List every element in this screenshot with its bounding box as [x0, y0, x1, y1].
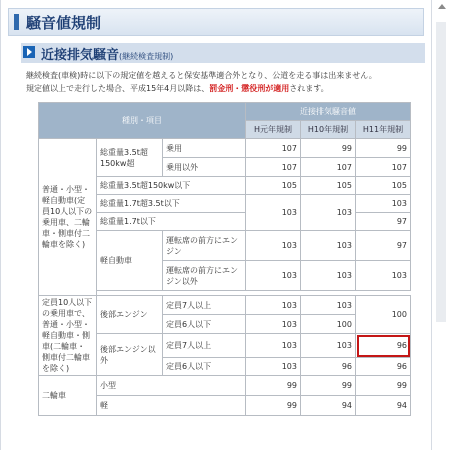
cell-value: 103 — [246, 231, 301, 261]
header-group: 近接排気騒音値 — [246, 103, 411, 121]
noise-limit-table — [38, 102, 411, 416]
cell-value: 103 — [246, 334, 301, 358]
vertical-scrollbar[interactable] — [432, 0, 450, 450]
cell-value: 107 — [356, 158, 411, 177]
page-title-bar — [8, 8, 424, 36]
category-gvw-17: 総重量1.7t以下 — [97, 213, 246, 231]
cell-value: 103 — [301, 334, 356, 358]
cell-value: 103 — [356, 195, 411, 213]
scroll-thumb[interactable] — [436, 22, 446, 322]
category-non-passenger: 乗用以外 — [163, 158, 246, 177]
section-note: (継続検査規制) — [119, 52, 174, 61]
category-motorcycle: 二輪車 — [39, 376, 97, 416]
category-passenger: 乗用 — [163, 139, 246, 158]
cell-value: 103 — [356, 261, 411, 291]
header-col-h10: H10年規制 — [301, 121, 356, 139]
cell-value: 97 — [356, 213, 411, 231]
section-title: 近接排気騒音(継続検査規制) — [41, 48, 174, 63]
category-non-rear-engine: 後部エンジン以外 — [97, 334, 163, 376]
cell-value: 105 — [246, 177, 301, 195]
cell-value: 103 — [301, 231, 356, 261]
cell-value: 99 — [301, 376, 356, 396]
cell-value: 103 — [246, 261, 301, 291]
cell-value: 103 — [246, 195, 301, 231]
category-ordinary: 普通・小型・軽自動車(定員10人以下の乗用車、二輪車・側車付二輪車を除く) — [39, 139, 97, 296]
section-header — [21, 43, 425, 63]
header-category: 種別・項目 — [39, 103, 246, 139]
intro-paragraph-1: 継続検査(車検)時に以下の規定値を越えると保安基準適合外となり、公道を走る事は出来ません。 — [26, 71, 377, 80]
intro-paragraph-2: 規定値以上で走行した場合、平成15年4月以降は、罰金刑・懲役刑が適用されます。 — [26, 84, 329, 93]
cell-value: 107 — [246, 158, 301, 177]
cell-value: 96 — [301, 358, 356, 376]
cell-value: 100 — [356, 296, 411, 334]
category-kei: 軽 — [97, 396, 246, 416]
category-7-plus: 定員7人以上 — [163, 334, 246, 358]
cell-value: 96 — [356, 358, 411, 376]
cell-value: 103 — [301, 261, 356, 291]
title-bar-marker-icon — [14, 14, 19, 30]
highlighted-cell-value: 96 — [356, 334, 411, 358]
category-engine-front: 運転席の前方にエンジン — [163, 231, 246, 261]
cell-value: 97 — [356, 231, 411, 261]
cell-value: 105 — [301, 177, 356, 195]
cell-value: 107 — [301, 158, 356, 177]
category-gvw-35-150kw-under: 総重量3.5t超150kw以下 — [97, 177, 246, 195]
category-bus: 定員10人以下の乗用車で、普通・小型・軽自動車・側車(二輪車・側車付二輪車を除く) — [39, 296, 97, 376]
cell-value: 94 — [356, 396, 411, 416]
category-light-vehicle: 軽自動車 — [97, 231, 163, 291]
section-arrow-icon — [23, 46, 35, 58]
cell-value: 99 — [301, 139, 356, 158]
header-col-h1: H元年規制 — [246, 121, 301, 139]
cell-value: 103 — [246, 296, 301, 315]
cell-value: 103 — [246, 315, 301, 334]
cell-value: 107 — [246, 139, 301, 158]
category-7-plus: 定員7人以上 — [163, 296, 246, 315]
category-gvw-17-35: 総重量1.7t超3.5t以下 — [97, 195, 246, 213]
category-small: 小型 — [97, 376, 246, 396]
page-title: 騒音値規制 — [26, 14, 102, 32]
cell-value: 103 — [246, 358, 301, 376]
cell-value: 94 — [301, 396, 356, 416]
cell-value: 99 — [246, 396, 301, 416]
cell-value: 100 — [301, 315, 356, 334]
cell-value: 99 — [356, 139, 411, 158]
header-col-h11: H11年規制 — [356, 121, 411, 139]
category-rear-engine: 後部エンジン — [97, 296, 163, 334]
scroll-up-arrow-icon[interactable] — [438, 4, 446, 9]
penalty-highlight: 罰金刑・懲役刑が適用 — [209, 84, 290, 93]
cell-value: 99 — [356, 376, 411, 396]
cell-value: 105 — [356, 177, 411, 195]
cell-value: 103 — [301, 195, 356, 231]
cell-value: 99 — [246, 376, 301, 396]
category-gvw-35-150kw-over: 総重量3.5t超150kw超 — [97, 139, 163, 177]
category-6-minus: 定員6人以下 — [163, 358, 246, 376]
category-6-minus: 定員6人以下 — [163, 315, 246, 334]
category-engine-other: 運転席の前方にエンジン以外 — [163, 261, 246, 291]
cell-value: 103 — [301, 296, 356, 315]
